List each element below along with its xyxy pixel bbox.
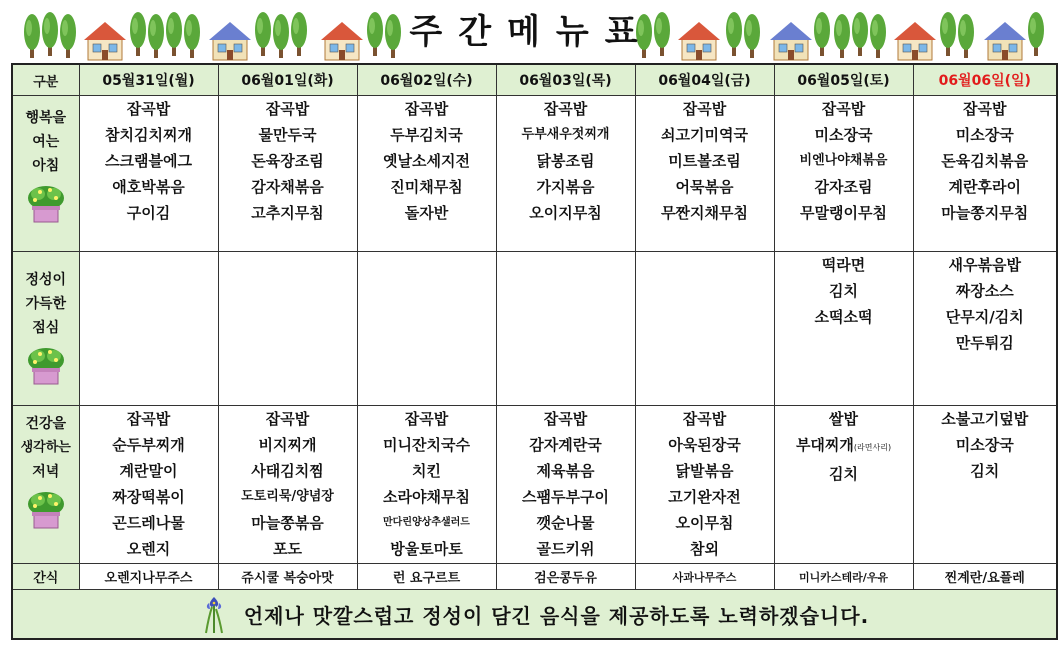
note-text: (라면사리) (853, 443, 892, 452)
menu-item: 아욱된장국 (668, 436, 741, 454)
snack-cell: 쥬시쿨 복숭아맛 (218, 564, 357, 590)
row-label-dinner: 건강을 생각하는 저녁 (12, 406, 79, 564)
menu-item: 애호박볶음 (112, 178, 185, 196)
menu-cell (774, 406, 913, 564)
potted-plant-icon (26, 184, 66, 224)
menu-item: 잡곡밥 (963, 100, 1007, 118)
page-title: 주간메뉴표 (409, 12, 654, 52)
menu-item: 계란말이 (119, 462, 178, 480)
menu-table (11, 63, 1058, 640)
menu-item: 두부새우젓찌개 (521, 127, 610, 142)
menu-item: 김치 (970, 462, 1000, 480)
menu-item: 돈육김치볶음 (941, 152, 1029, 170)
menu-cell (913, 252, 1057, 406)
snack-cell: 미니카스테라/우유 (774, 564, 913, 590)
menu-item: 소라야채무침 (383, 488, 470, 506)
menu-item: 사태김치찜 (251, 462, 324, 480)
footer-message: 언제나 맛깔스럽고 정성이 담긴 음식을 제공하도록 노력하겠습니다. (243, 603, 870, 628)
menu-item: 스크램블에그 (105, 152, 192, 170)
row-label-lunch: 정성이 가득한 점심 (12, 252, 79, 406)
menu-item: 돌자반 (404, 204, 449, 222)
menu-item: 잡곡밥 (682, 410, 727, 428)
menu-item: 만다린양상추샐러드 (383, 517, 470, 528)
menu-cell-empty (79, 252, 218, 406)
menu-cell (774, 96, 913, 252)
menu-cell (913, 96, 1057, 252)
footer (12, 590, 1057, 640)
menu-item: 마늘쫑지무침 (941, 204, 1029, 222)
menu-item: 감자계란국 (529, 436, 602, 454)
snack-row (12, 564, 1057, 590)
snack-cell: 찐계란/요플레 (913, 564, 1057, 590)
menu-item: 잡곡밥 (404, 100, 449, 118)
menu-item: 제육볶음 (536, 462, 595, 480)
menu-item: 오이무침 (675, 514, 734, 532)
menu-item: 미트볼조림 (668, 152, 741, 170)
menu-cell (357, 406, 496, 564)
day-header: 06월01일(화) (218, 64, 357, 96)
menu-cell (357, 96, 496, 252)
menu-item: 김치 (829, 282, 858, 300)
menu-cell (79, 96, 218, 252)
menu-item: 잡곡밥 (543, 410, 588, 428)
menu-item: 잡곡밥 (126, 100, 171, 118)
menu-item: 돈육장조림 (251, 152, 324, 170)
menu-cell (79, 406, 218, 564)
menu-item: 쇠고기미역국 (661, 126, 748, 144)
iris-flower-icon (200, 593, 230, 635)
day-header: 05월31일(월) (79, 64, 218, 96)
menu-item: 미소장국 (955, 126, 1014, 144)
menu-item: 무짠지채무침 (661, 204, 748, 222)
menu-item: 오렌지 (126, 540, 171, 558)
menu-item: 닭봉조림 (536, 152, 595, 170)
menu-item: 방울토마토 (390, 540, 463, 558)
menu-item-text: 부대찌개 (795, 436, 854, 454)
snack-cell: 오렌지나무주스 (79, 564, 218, 590)
menu-cell (496, 96, 635, 252)
menu-item: 짜장소스 (955, 282, 1014, 300)
menu-item: 계란후라이 (948, 178, 1021, 196)
menu-item: 잡곡밥 (404, 410, 449, 428)
menu-item: 쌀밥 (829, 410, 858, 428)
potted-plant-icon (26, 490, 66, 530)
menu-cell-empty (218, 252, 357, 406)
menu-cell (774, 252, 913, 406)
header-row (12, 64, 1057, 96)
menu-item: 옛날소세지전 (383, 152, 470, 170)
menu-item: 소불고기덮밥 (941, 410, 1029, 428)
menu-item: 잡곡밥 (682, 100, 727, 118)
snack-cell: 런 요구르트 (357, 564, 496, 590)
menu-item: 치킨 (412, 462, 441, 480)
banner (0, 0, 1063, 62)
menu-item: 감자조림 (814, 178, 873, 196)
menu-item: 김치 (829, 465, 858, 483)
menu-item: 새우볶음밥 (948, 256, 1021, 274)
day-header: 06월05일(토) (774, 64, 913, 96)
footer-row (12, 590, 1057, 640)
day-header-sunday: 06월06일(일) (913, 64, 1057, 96)
menu-item: 물만두국 (258, 126, 317, 144)
menu-cell (913, 406, 1057, 564)
menu-item: 비엔나야채볶음 (799, 153, 888, 168)
menu-item: 어묵볶음 (675, 178, 734, 196)
menu-item: 잡곡밥 (265, 100, 310, 118)
day-header: 06월02일(수) (357, 64, 496, 96)
menu-item: 곤드레나물 (112, 514, 185, 532)
potted-plant-icon (26, 346, 66, 386)
menu-item: 참외 (690, 540, 719, 558)
menu-item: 미소장국 (955, 436, 1014, 454)
menu-item: 고기완자전 (668, 488, 741, 506)
menu-item: 스팸두부구이 (522, 488, 609, 506)
menu-item: 깻순나물 (536, 514, 595, 532)
menu-item: 감자채볶음 (251, 178, 324, 196)
menu-item: 포도 (273, 540, 302, 558)
breakfast-row (12, 96, 1057, 252)
menu-item: 마늘쫑볶음 (251, 514, 324, 532)
menu-item: 진미채무침 (390, 178, 463, 196)
menu-item: 단무지/김치 (945, 308, 1024, 326)
menu-cell-empty (635, 252, 774, 406)
row-label-snack: 간식 (12, 564, 79, 590)
lunch-row (12, 252, 1057, 406)
menu-item: 미소장국 (814, 126, 873, 144)
menu-item: 비지찌개 (258, 436, 317, 454)
menu-item: 짜장떡볶이 (112, 488, 185, 506)
menu-item: 잡곡밥 (821, 100, 866, 118)
menu-item: 소떡소떡 (814, 308, 873, 326)
menu-item: 잡곡밥 (543, 100, 588, 118)
menu-item: 고추지무침 (251, 204, 324, 222)
menu-cell (218, 96, 357, 252)
menu-item (775, 432, 913, 461)
menu-cell (635, 406, 774, 564)
menu-cell (496, 406, 635, 564)
corner-label: 구분 (12, 64, 79, 96)
day-header: 06월04일(금) (635, 64, 774, 96)
menu-item: 잡곡밥 (265, 410, 310, 428)
menu-cell (635, 96, 774, 252)
snack-cell: 검은콩두유 (496, 564, 635, 590)
dinner-row (12, 406, 1057, 564)
menu-item: 참치김치찌개 (105, 126, 192, 144)
menu-item: 떡라면 (821, 256, 866, 274)
menu-item: 무말랭이무침 (800, 204, 887, 222)
snack-cell: 사과나무주스 (635, 564, 774, 590)
menu-item: 닭발볶음 (675, 462, 734, 480)
menu-item: 골드키위 (536, 540, 595, 558)
day-header: 06월03일(목) (496, 64, 635, 96)
menu-item: 미니잔치국수 (383, 436, 470, 454)
menu-cell-empty (496, 252, 635, 406)
menu-item: 두부김치국 (390, 126, 463, 144)
menu-item: 만두튀김 (955, 334, 1014, 352)
menu-cell (218, 406, 357, 564)
menu-item: 도토리묵/양념장 (241, 489, 334, 504)
menu-item: 순두부찌개 (112, 436, 185, 454)
row-label-breakfast: 행복을 여는 아침 (12, 96, 79, 252)
menu-item: 오이지무침 (529, 204, 602, 222)
menu-item: 잡곡밥 (126, 410, 171, 428)
menu-item: 가지볶음 (536, 178, 595, 196)
menu-cell-empty (357, 252, 496, 406)
menu-item: 구이김 (126, 204, 171, 222)
